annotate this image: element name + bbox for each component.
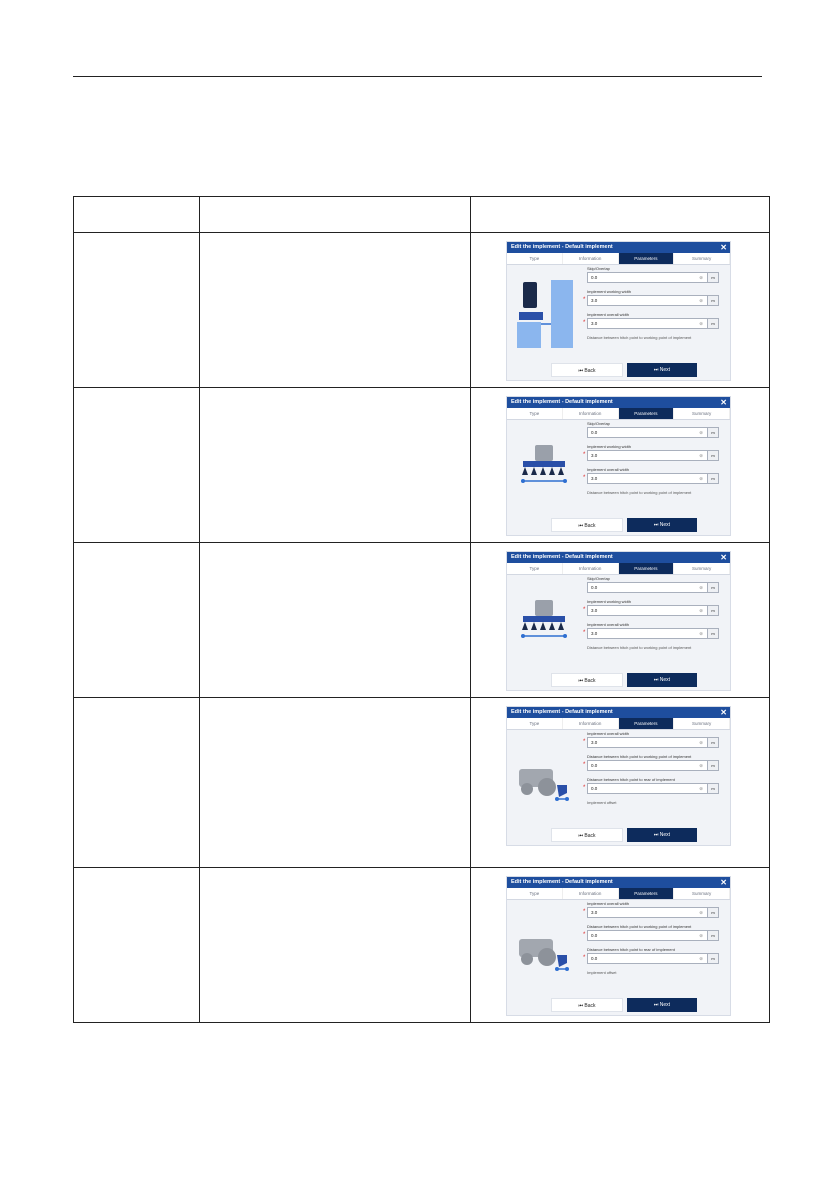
implement-illustration <box>513 425 579 505</box>
input-value: 3.0 <box>591 631 598 636</box>
field-label: Implement working width <box>587 289 632 294</box>
field-label: Implement overall width <box>587 467 630 472</box>
field-label: Implement overall width <box>587 622 630 627</box>
clear-icon[interactable]: ⊗ <box>699 956 703 961</box>
coverage-right-icon <box>551 280 573 348</box>
required-marker: * <box>583 320 586 326</box>
input-value: 3.0 <box>591 608 598 613</box>
implement-tine-icon <box>558 622 564 630</box>
implement-tine-icon <box>540 467 546 475</box>
next-button[interactable]: ⏭ Next <box>627 518 697 532</box>
unit-label: m <box>707 583 718 592</box>
unit-label: m <box>707 738 718 747</box>
input-value: 3.0 <box>591 476 598 481</box>
implement-tine-icon <box>558 467 564 475</box>
tractor-rear-icon <box>535 445 553 461</box>
field-note: Distance between hitch point to working point of implement <box>587 645 692 650</box>
next-button[interactable]: ⏭ Next <box>627 828 697 842</box>
clear-icon[interactable]: ⊗ <box>699 910 703 915</box>
dialog-title-bar <box>507 242 730 253</box>
unit-label: m <box>707 273 718 282</box>
tab-summary[interactable]: Summary <box>674 253 730 264</box>
implement-tine-icon <box>522 467 528 475</box>
parameter-input[interactable] <box>583 473 719 484</box>
tab-type[interactable]: Type <box>507 888 563 899</box>
parameter-input[interactable] <box>583 605 719 616</box>
parameter-table <box>73 196 770 1023</box>
implement-top-icon <box>519 312 543 320</box>
dialog-screenshot <box>506 241 731 381</box>
clear-icon[interactable]: ⊗ <box>699 321 703 326</box>
required-marker: * <box>583 762 586 768</box>
unit-label: m <box>707 451 718 460</box>
tab-summary[interactable]: Summary <box>674 408 730 419</box>
clear-icon[interactable]: ⊗ <box>699 608 703 613</box>
back-button[interactable]: ⏮ Back <box>551 518 623 532</box>
row-label-cell <box>74 698 200 868</box>
dialog-title: Edit the implement - Default implement <box>511 709 613 715</box>
back-button[interactable]: ⏮ Back <box>551 673 623 687</box>
clear-icon[interactable]: ⊗ <box>699 763 703 768</box>
implement-tine-icon <box>540 622 546 630</box>
table-row <box>74 388 770 543</box>
required-marker: * <box>583 955 586 961</box>
implement-tine-icon <box>531 467 537 475</box>
screenshot-cell <box>471 698 770 868</box>
tractor-rear-icon <box>535 600 553 616</box>
row-label-cell <box>74 233 200 388</box>
next-button[interactable]: ⏭ Next <box>627 363 697 377</box>
dialog-buttons <box>551 518 697 532</box>
header-cell-3 <box>471 197 770 233</box>
clear-icon[interactable]: ⊗ <box>699 786 703 791</box>
unit-label: m <box>707 931 718 940</box>
input-value: 3.0 <box>591 298 598 303</box>
row-description-cell <box>200 543 471 698</box>
parameter-fields <box>583 421 719 496</box>
parameter-fields <box>583 576 719 651</box>
clear-icon[interactable]: ⊗ <box>699 275 703 280</box>
required-marker: * <box>583 452 586 458</box>
dimension-endpoint-icon <box>565 967 569 971</box>
implement-tine-icon <box>531 622 537 630</box>
tab-parameters[interactable]: Parameters <box>619 718 675 729</box>
tab-summary[interactable]: Summary <box>674 888 730 899</box>
unit-label: m <box>707 428 718 437</box>
tab-summary[interactable]: Summary <box>674 718 730 729</box>
dimension-endpoint-icon <box>555 797 559 801</box>
unit-label: m <box>707 954 718 963</box>
table-row <box>74 543 770 698</box>
row-description-cell <box>200 868 471 1023</box>
field-label: Implement working width <box>587 444 632 449</box>
field-note: Implement offset <box>587 800 617 805</box>
clear-icon[interactable]: ⊗ <box>699 631 703 636</box>
parameter-input[interactable] <box>587 272 719 283</box>
field-label: Distance between hitch point to rear of implement <box>587 947 675 952</box>
dimension-endpoint-icon <box>521 479 525 483</box>
input-value: 0.0 <box>591 585 598 590</box>
field-label: Implement overall width <box>587 901 630 906</box>
table-header-row <box>74 197 770 233</box>
field-label: Distance between hitch point to rear of implement <box>587 777 675 782</box>
implement-illustration <box>513 905 579 985</box>
input-value: 0.0 <box>591 430 598 435</box>
dialog-title: Edit the implement - Default implement <box>511 399 613 405</box>
dialog-tabs <box>507 888 730 900</box>
parameter-input[interactable] <box>583 318 719 329</box>
wheel-icon <box>521 953 533 965</box>
field-note: Implement offset <box>587 970 617 975</box>
header-cell-1 <box>74 197 200 233</box>
clear-icon[interactable]: ⊗ <box>699 453 703 458</box>
coverage-left-icon <box>517 322 541 348</box>
parameter-fields <box>583 266 719 341</box>
close-icon[interactable]: ✕ <box>720 398 727 407</box>
tab-parameters[interactable]: Parameters <box>619 253 675 264</box>
next-button[interactable]: ⏭ Next <box>627 673 697 687</box>
tractor-top-icon <box>523 282 537 308</box>
field-label: Implement overall width <box>587 731 630 736</box>
tab-information[interactable]: Information <box>563 253 619 264</box>
required-marker: * <box>583 297 586 303</box>
field-label: Skip/Overlap <box>587 576 610 581</box>
field-label: Implement overall width <box>587 312 630 317</box>
required-marker: * <box>583 932 586 938</box>
input-value: 0.0 <box>591 275 598 280</box>
tab-information[interactable]: Information <box>563 718 619 729</box>
field-note: Distance between hitch point to working point of implement <box>587 490 692 495</box>
dialog-screenshot <box>506 876 731 1016</box>
input-value: 0.0 <box>591 956 598 961</box>
required-marker: * <box>583 909 586 915</box>
dialog-title: Edit the implement - Default implement <box>511 244 613 250</box>
table-row <box>74 233 770 388</box>
clear-icon[interactable]: ⊗ <box>699 430 703 435</box>
parameter-input[interactable] <box>583 760 719 771</box>
input-value: 0.0 <box>591 763 598 768</box>
dialog-tabs <box>507 408 730 420</box>
dialog-tabs <box>507 718 730 730</box>
field-label: Skip/Overlap <box>587 266 610 271</box>
input-value: 0.0 <box>591 933 598 938</box>
dialog-buttons <box>551 998 697 1012</box>
row-description-cell <box>200 233 471 388</box>
tab-type[interactable]: Type <box>507 563 563 574</box>
unit-label: m <box>707 296 718 305</box>
row-label-cell <box>74 543 200 698</box>
back-button[interactable]: ⏮ Back <box>551 998 623 1012</box>
required-marker: * <box>583 785 586 791</box>
implement-tine-icon <box>522 622 528 630</box>
field-label: Distance between hitch point to working point of implement <box>587 754 692 759</box>
parameter-input[interactable] <box>587 427 719 438</box>
implement-illustration <box>513 735 579 815</box>
tab-type[interactable]: Type <box>507 253 563 264</box>
table-row <box>74 698 770 868</box>
implement-side-icon <box>557 785 567 797</box>
input-value: 3.0 <box>591 740 598 745</box>
parameter-input[interactable] <box>583 737 719 748</box>
close-icon[interactable]: ✕ <box>720 878 727 887</box>
row-label-cell <box>74 868 200 1023</box>
dialog-title: Edit the implement - Default implement <box>511 554 613 560</box>
required-marker: * <box>583 607 586 613</box>
dialog-tabs <box>507 563 730 575</box>
close-icon[interactable]: ✕ <box>720 553 727 562</box>
parameter-fields <box>583 901 719 976</box>
parameter-input[interactable] <box>583 953 719 964</box>
tab-type[interactable]: Type <box>507 408 563 419</box>
screenshot-cell <box>471 543 770 698</box>
tab-type[interactable]: Type <box>507 718 563 729</box>
dialog-screenshot <box>506 551 731 691</box>
parameter-input[interactable] <box>583 450 719 461</box>
back-button[interactable]: ⏮ Back <box>551 828 623 842</box>
row-description-cell <box>200 698 471 868</box>
parameter-input[interactable] <box>583 628 719 639</box>
tab-parameters[interactable]: Parameters <box>619 563 675 574</box>
dimension-endpoint-icon <box>565 797 569 801</box>
dialog-tabs <box>507 253 730 265</box>
field-note: Distance between hitch point to working point of implement <box>587 335 692 340</box>
back-button[interactable]: ⏮ Back <box>551 363 623 377</box>
clear-icon[interactable]: ⊗ <box>699 585 703 590</box>
wheel-icon <box>538 778 556 796</box>
field-label: Distance between hitch point to working point of implement <box>587 924 692 929</box>
unit-label: m <box>707 784 718 793</box>
tab-information[interactable]: Information <box>563 888 619 899</box>
unit-label: m <box>707 761 718 770</box>
tab-parameters[interactable]: Parameters <box>619 408 675 419</box>
required-marker: * <box>583 630 586 636</box>
parameter-input[interactable] <box>583 930 719 941</box>
implement-side-icon <box>557 955 567 967</box>
clear-icon[interactable]: ⊗ <box>699 933 703 938</box>
field-label: Implement working width <box>587 599 632 604</box>
unit-label: m <box>707 319 718 328</box>
parameter-input[interactable] <box>587 582 719 593</box>
dialog-title-bar <box>507 707 730 718</box>
input-value: 3.0 <box>591 910 598 915</box>
dimension-endpoint-icon <box>521 634 525 638</box>
implement-illustration <box>513 580 579 660</box>
input-value: 3.0 <box>591 453 598 458</box>
implement-bar-icon <box>523 461 565 467</box>
parameter-input[interactable] <box>583 295 719 306</box>
table-row <box>74 868 770 1023</box>
dialog-title-bar <box>507 397 730 408</box>
unit-label: m <box>707 606 718 615</box>
row-label-cell <box>74 388 200 543</box>
wheel-icon <box>538 948 556 966</box>
input-value: 0.0 <box>591 786 598 791</box>
unit-label: m <box>707 629 718 638</box>
implement-bar-icon <box>523 616 565 622</box>
clear-icon[interactable]: ⊗ <box>699 476 703 481</box>
implement-illustration <box>513 270 579 350</box>
dimension-endpoint-icon <box>563 634 567 638</box>
row-description-cell <box>200 388 471 543</box>
tab-summary[interactable]: Summary <box>674 563 730 574</box>
screenshot-cell <box>471 388 770 543</box>
dialog-buttons <box>551 673 697 687</box>
close-icon[interactable]: ✕ <box>720 708 727 717</box>
dialog-buttons <box>551 363 697 377</box>
clear-icon[interactable]: ⊗ <box>699 298 703 303</box>
close-icon[interactable]: ✕ <box>720 243 727 252</box>
required-marker: * <box>583 739 586 745</box>
header-cell-2 <box>200 197 471 233</box>
screenshot-cell <box>471 233 770 388</box>
parameter-fields <box>583 731 719 806</box>
dialog-screenshot <box>506 706 731 846</box>
screenshot-cell <box>471 868 770 1023</box>
parameter-input[interactable] <box>583 907 719 918</box>
required-marker: * <box>583 475 586 481</box>
dialog-screenshot <box>506 396 731 536</box>
dimension-endpoint-icon <box>555 967 559 971</box>
dimension-endpoint-icon <box>563 479 567 483</box>
next-button[interactable]: ⏭ Next <box>627 998 697 1012</box>
dialog-title: Edit the implement - Default implement <box>511 879 613 885</box>
clear-icon[interactable]: ⊗ <box>699 740 703 745</box>
implement-tine-icon <box>549 622 555 630</box>
dialog-buttons <box>551 828 697 842</box>
tab-parameters[interactable]: Parameters <box>619 888 675 899</box>
field-label: Skip/Overlap <box>587 421 610 426</box>
header-rule <box>73 76 762 77</box>
parameter-input[interactable] <box>583 783 719 794</box>
tab-information[interactable]: Information <box>563 408 619 419</box>
implement-tine-icon <box>549 467 555 475</box>
unit-label: m <box>707 474 718 483</box>
dialog-title-bar <box>507 552 730 563</box>
unit-label: m <box>707 908 718 917</box>
tab-information[interactable]: Information <box>563 563 619 574</box>
dialog-title-bar <box>507 877 730 888</box>
wheel-icon <box>521 783 533 795</box>
input-value: 3.0 <box>591 321 598 326</box>
